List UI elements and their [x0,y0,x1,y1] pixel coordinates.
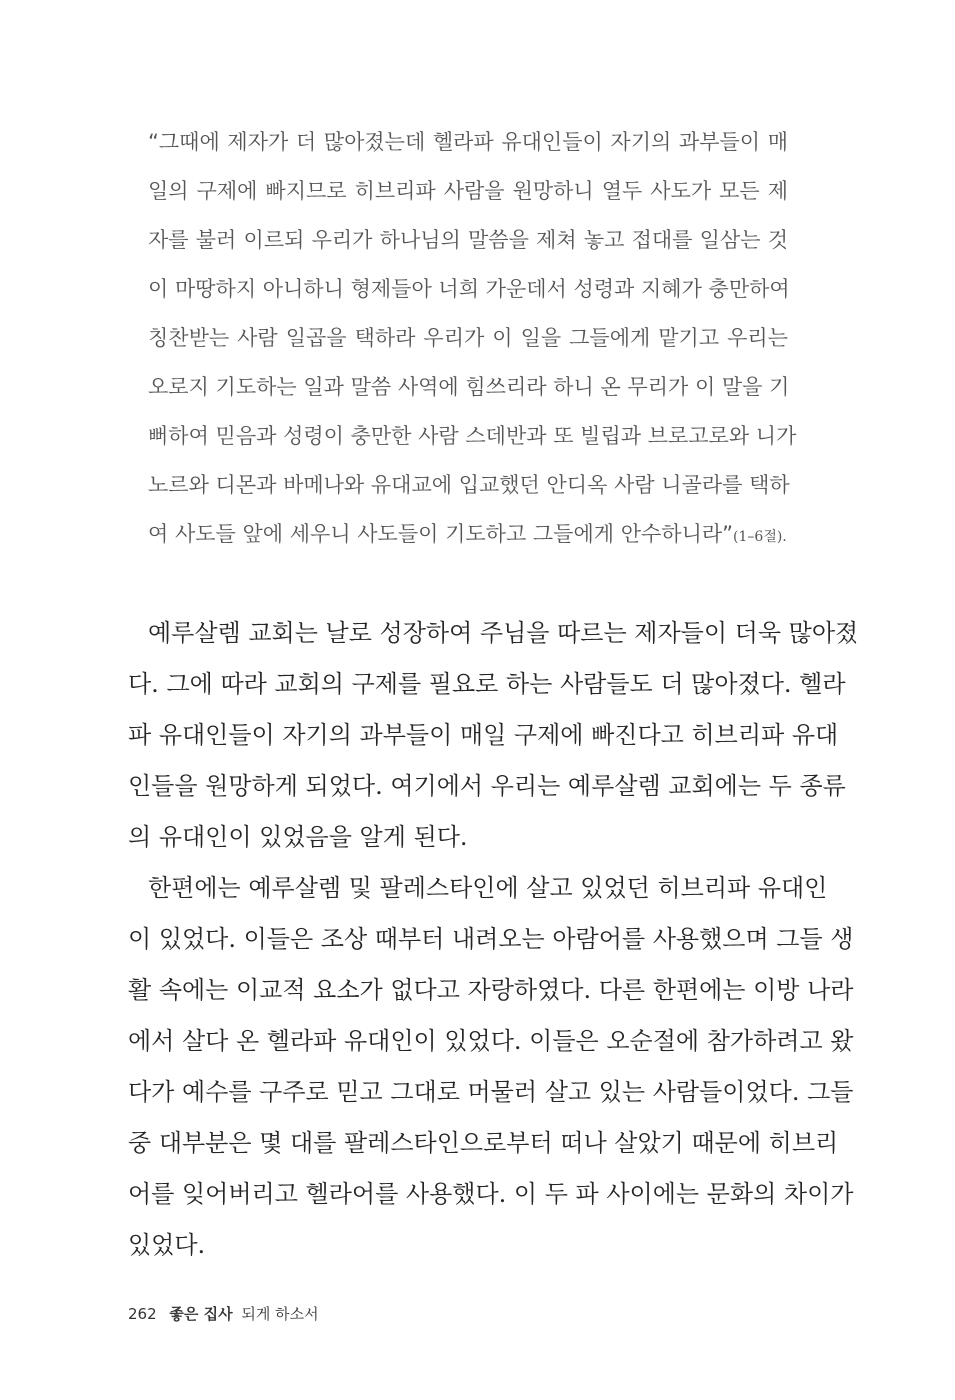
quote-line: “그때에 제자가 더 많아졌는데 헬라파 유대인들이 자기의 과부들이 매 [148,130,788,154]
paragraph-2-line: 중 대부분은 몇 대를 팔레스타인으로부터 떠나 살았기 때문에 히브리 [128,1129,839,1157]
paragraph-1-line: 의 유대인이 있었음을 알게 된다. [128,823,468,851]
quote-line: 자를 불러 이르되 우리가 하나님의 말씀을 제쳐 놓고 접대를 일삼는 것 [148,228,788,252]
paragraph-1-line: 인들을 원망하게 되었다. 여기에서 우리는 예루살렘 교회에는 두 종류 [128,772,846,800]
page-number: 262 [128,1305,157,1323]
paragraph-1-line: 다. 그에 따라 교회의 구제를 필요로 하는 사람들도 더 많아졌다. 헬라 [128,670,846,698]
quote-line: 뻐하여 믿음과 성령이 충만한 사람 스데반과 또 빌립과 브로고로와 니가 [148,424,797,448]
paragraph-2-line: 다가 예수를 구주로 믿고 그대로 머물러 살고 있는 사람들이었다. 그들 [128,1078,854,1106]
book-title-rest: 되게 하소서 [241,1305,319,1323]
book-title-bold: 좋은 집사 [169,1305,233,1323]
paragraph-2-line: 에서 살다 온 헬라파 유대인이 있었다. 이들은 오순절에 참가하려고 왔 [128,1027,854,1055]
paragraph-1-line: 예루살렘 교회는 날로 성장하여 주님을 따르는 제자들이 더욱 많아졌 [148,619,859,647]
paragraph-2-line: 있었다. [128,1231,206,1259]
paragraph-2-line: 한편에는 예루살렘 및 팔레스타인에 살고 있었던 히브리파 유대인 [148,874,828,902]
scripture-quote [148,118,797,559]
quote-line: 칭찬받는 사람 일곱을 택하라 우리가 이 일을 그들에게 맡기고 우리는 [148,326,788,350]
quote-line: 노르와 디몬과 바메나와 유대교에 입교했던 안디옥 사람 니골라를 택하 [148,473,790,497]
paragraph-2-line: 어를 잊어버리고 헬라어를 사용했다. 이 두 파 사이에는 문화의 차이가 [128,1180,854,1208]
paragraph-2-line: 활 속에는 이교적 요소가 없다고 자랑하였다. 다른 한편에는 이방 나라 [128,976,854,1004]
quote-line: 일의 구제에 빠지므로 히브리파 사람을 원망하니 열두 사도가 모든 제 [148,179,788,203]
page-footer [128,1303,319,1324]
quote-line: 오로지 기도하는 일과 말씀 사역에 힘쓰리라 하니 온 무리가 이 말을 기 [148,375,790,399]
quote-line-last [148,510,788,559]
paragraph-2-line: 이 있었다. 이들은 조상 때부터 내려오는 아람어를 사용했으며 그들 생 [128,925,854,953]
body-text [128,608,859,1271]
paragraph-1-line: 파 유대인들이 자기의 과부들이 매일 구제에 빠진다고 히브리파 유대 [128,721,839,749]
verse-reference: (1–6절). [733,529,787,545]
quote-line-text: 여 사도들 앞에 세우니 사도들이 기도하고 그들에게 안수하니라” [148,522,734,546]
quote-line: 이 마땅하지 아니하니 형제들아 너희 가운데서 성령과 지혜가 충만하여 [148,277,790,301]
